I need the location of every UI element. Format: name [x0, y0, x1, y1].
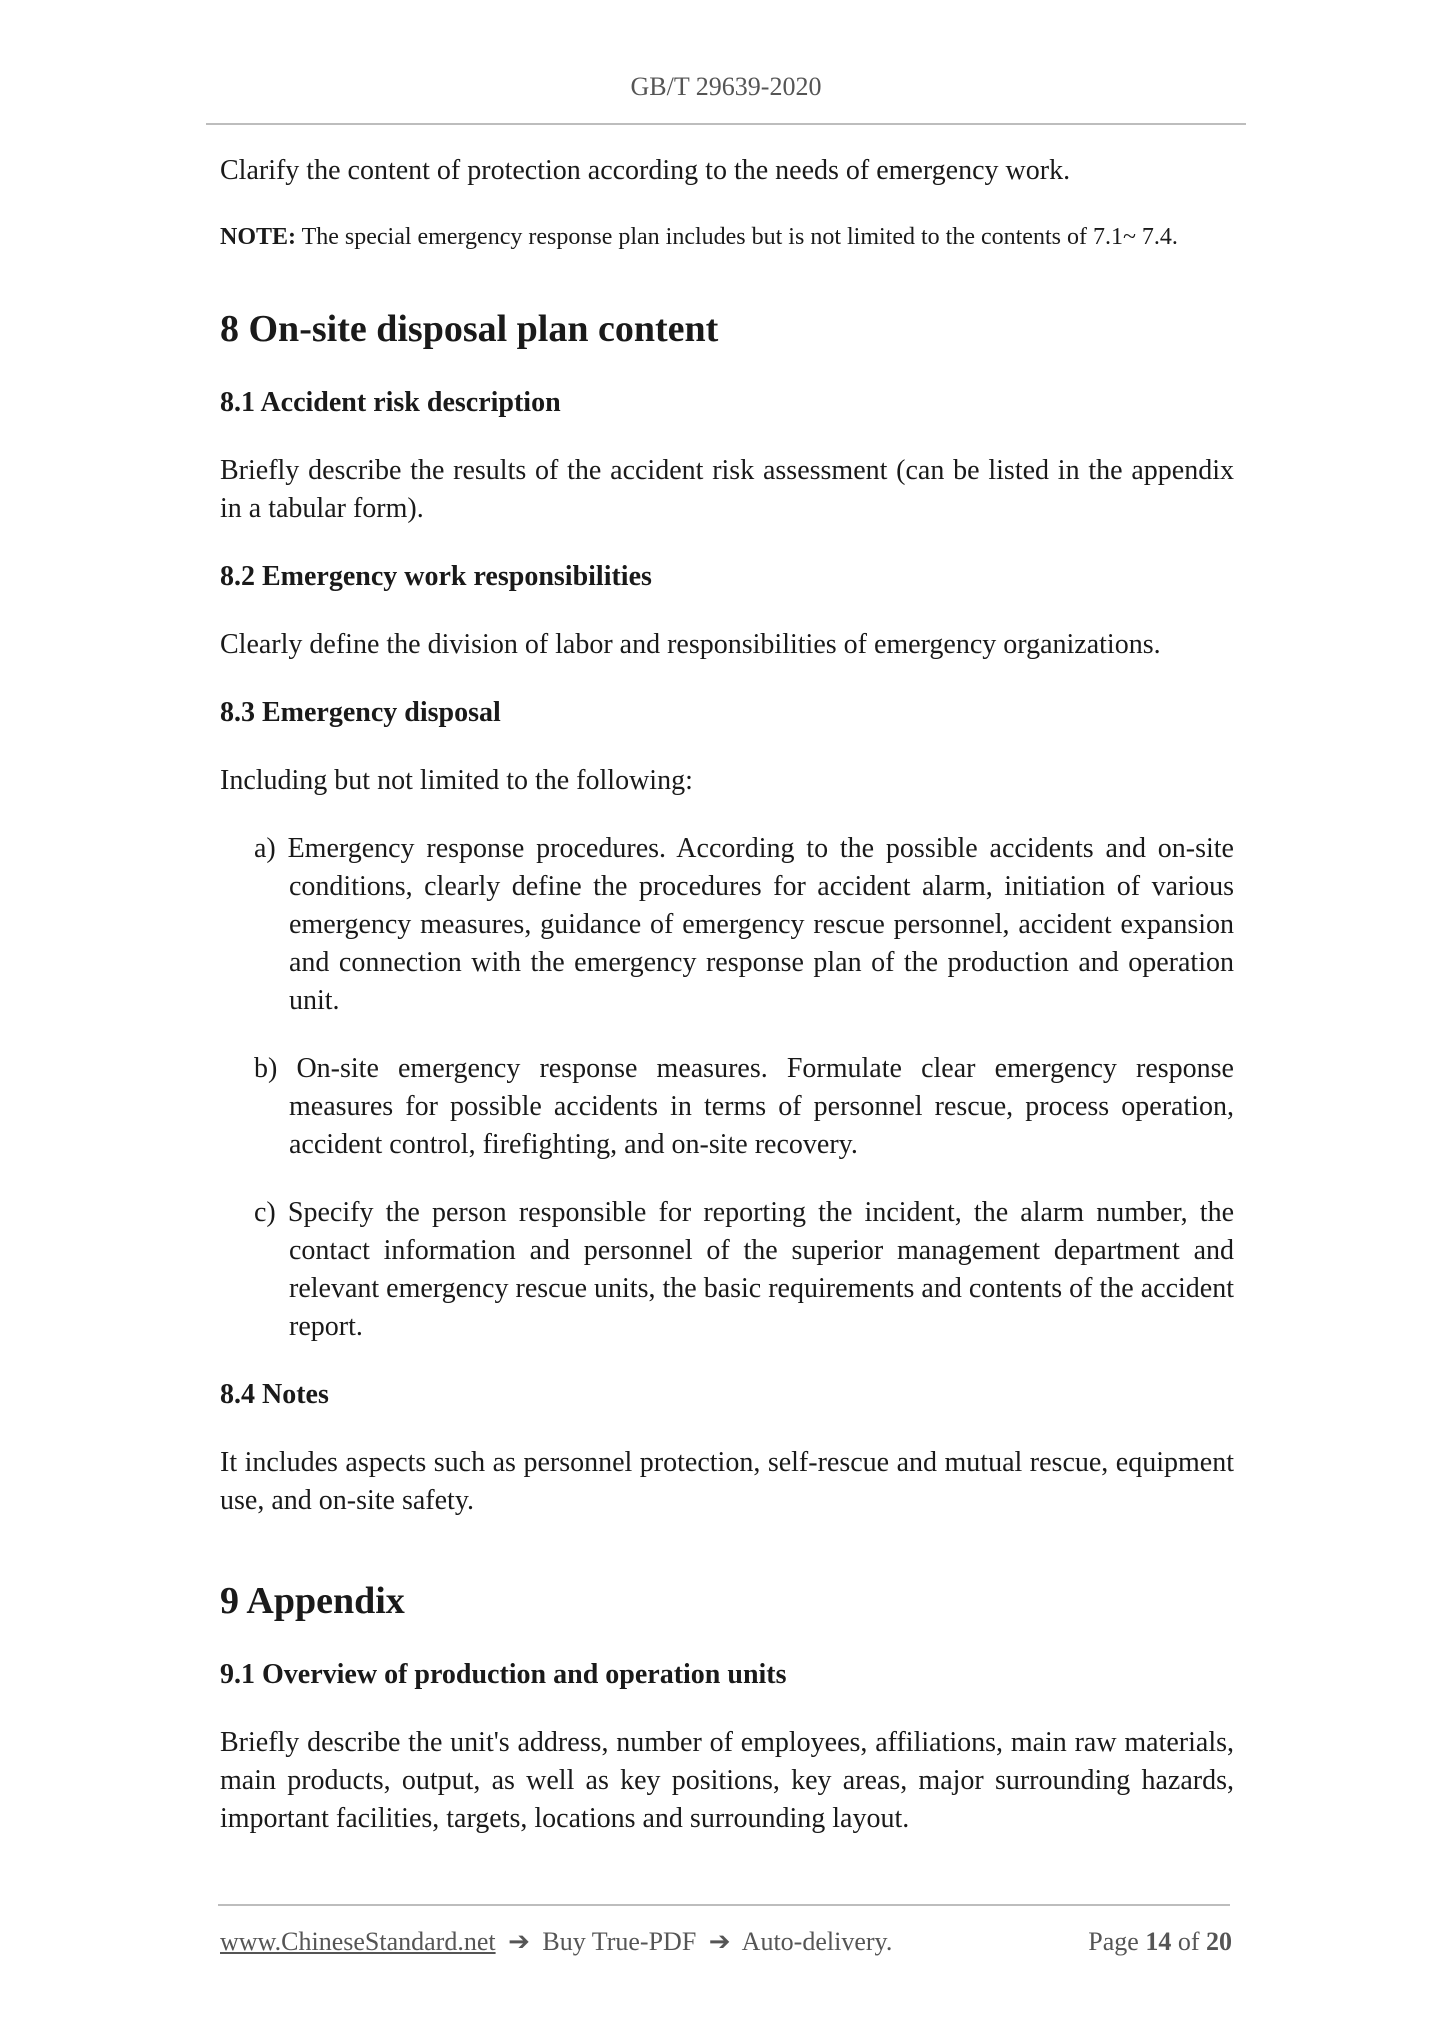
total-pages: 20	[1206, 1927, 1232, 1956]
section-8-3-text: Including but not limited to the following:	[220, 765, 693, 796]
section-8-2-heading: 8.2 Emergency work responsibilities	[220, 561, 652, 592]
header-divider	[206, 123, 1246, 125]
auto-delivery-text: Auto-delivery.	[741, 1927, 893, 1956]
section-9-heading: 9 Appendix	[220, 1580, 405, 1622]
of-label: of	[1177, 1927, 1200, 1956]
section-9-1-text: Briefly describe the unit's address, number of employees, affiliations, main raw materials, main products, output, as well as key positions, key areas, major surrounding hazards, important facilities, targets, locations and surrounding layout.	[220, 1727, 1234, 1834]
page-label: Page	[1088, 1927, 1139, 1956]
section-9-1-heading: 9.1 Overview of production and operation units	[220, 1659, 787, 1690]
note-paragraph	[220, 220, 1234, 254]
list-item: c) Specify the person responsible for reporting the incident, the alarm number, the contact information and personnel of the superior management department and relevant emergency rescue units, the basic requirements and contents of the accident report.	[254, 1197, 1234, 1342]
list-item: a) Emergency response procedures. According to the possible accidents and on-site conditions, clearly define the procedures for accident alarm, initiation of various emergency measures, guidance of emergency rescue personnel, accident expansion and connection with the emergency response plan of the production and operation unit.	[254, 833, 1234, 1016]
page-number: 14	[1145, 1927, 1172, 1956]
arrow-right-icon: ➔	[708, 1927, 731, 1956]
note-label: NOTE:	[220, 224, 297, 250]
buy-true-pdf-text: Buy True-PDF	[542, 1927, 697, 1956]
section-8-4-heading: 8.4 Notes	[220, 1379, 329, 1410]
section-8-1-heading: 8.1 Accident risk description	[220, 387, 561, 418]
section-8-3-list	[220, 830, 1234, 1346]
page-indicator	[1088, 1924, 1232, 1960]
footer-divider	[218, 1904, 1230, 1906]
page-header-title: GB/T 29639-2020	[630, 72, 822, 101]
section-8-heading: 8 On-site disposal plan content	[220, 308, 719, 350]
section-8-3-heading: 8.3 Emergency disposal	[220, 697, 501, 728]
section-8-4-text: It includes aspects such as personnel protection, self-rescue and mutual rescue, equipment use, and on-site safety.	[220, 1447, 1234, 1516]
document-body	[220, 152, 1234, 1868]
list-item: b) On-site emergency response measures. Formulate clear emergency response measures for possible accidents in terms of personnel rescue, process operation, accident control, firefighting, and on-site recovery.	[254, 1053, 1234, 1160]
note-text: The special emergency response plan includes but is not limited to the contents of 7.1~ 7.4.	[296, 224, 1178, 250]
section-8-1-text: Briefly describe the results of the accident risk assessment (can be listed in the appendix in a tabular form).	[220, 455, 1234, 524]
footer-promo	[220, 1924, 892, 1960]
section-8-2-text: Clearly define the division of labor and responsibilities of emergency organizations.	[220, 629, 1161, 660]
website-link[interactable]: www.ChineseStandard.net	[220, 1927, 496, 1956]
arrow-right-icon: ➔	[508, 1927, 530, 1956]
intro-paragraph: Clarify the content of protection according to the needs of emergency work.	[220, 155, 1071, 186]
